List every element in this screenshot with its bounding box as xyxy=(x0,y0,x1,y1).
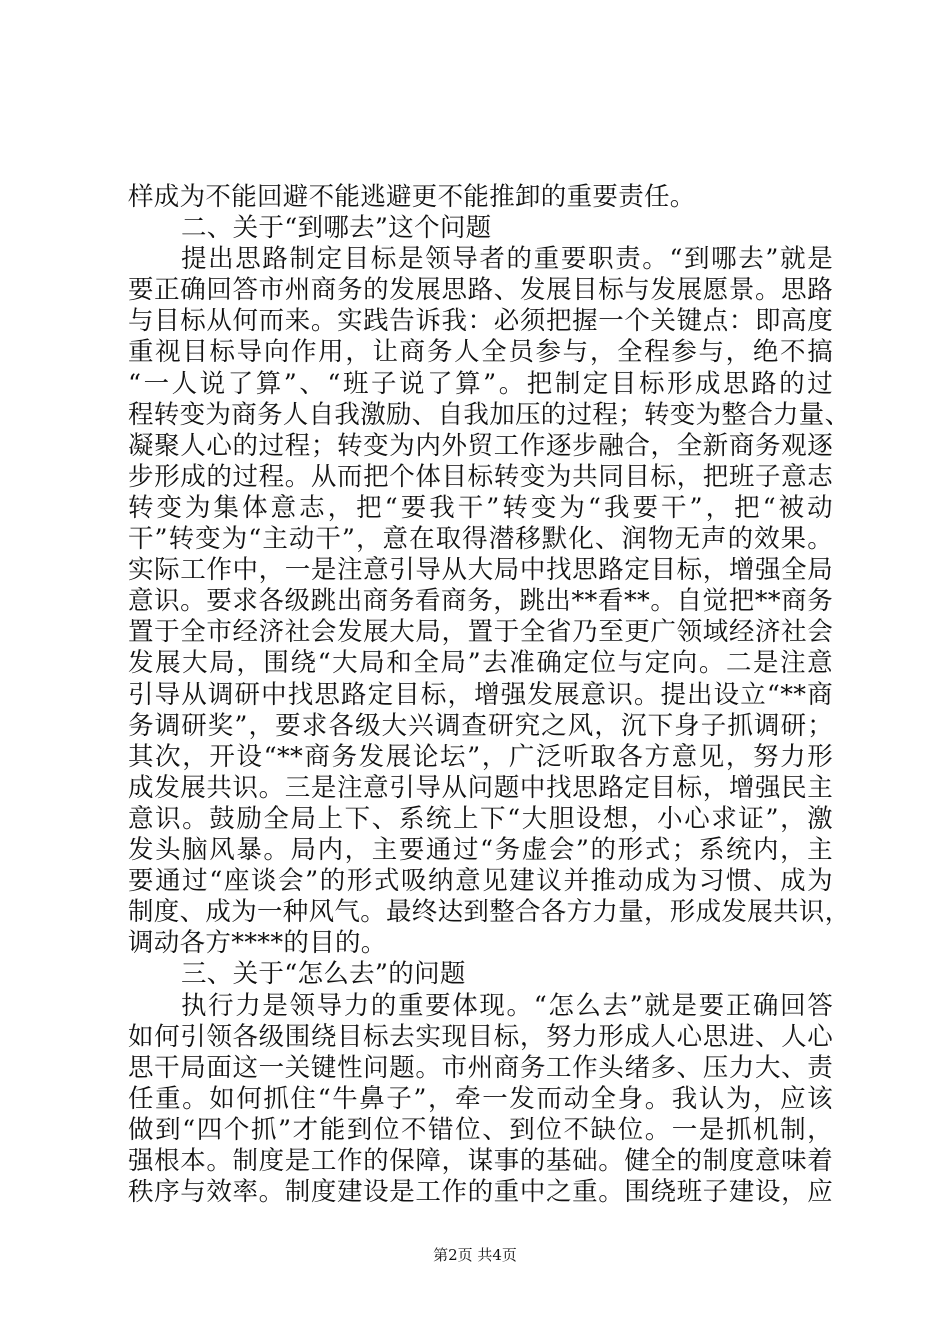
paragraph-line: 要正确回答市州商务的发展思路、发展目标与发展愿景。思路 xyxy=(128,275,833,305)
paragraph-line: 发展大局，围绕“大局和全局”去准确定位与定向。二是注意 xyxy=(128,648,833,678)
paragraph-line: 与目标从何而来。实践告诉我：必须把握一个关键点：即高度 xyxy=(128,306,833,336)
page-number-footer: 第2页 共4页 xyxy=(433,1246,517,1264)
paragraph-line: 任重。如何抓住“牛鼻子”，牵一发而动全身。我认为，应该 xyxy=(128,1084,833,1114)
paragraph-line: 程转变为商务人自我激励、自我加压的过程；转变为整合力量、 xyxy=(128,400,851,430)
section-heading: 三、关于“怎么去”的问题 xyxy=(181,959,466,989)
paragraph-line: 提出思路制定目标是领导者的重要职责。“到哪去”就是 xyxy=(181,244,833,274)
paragraph-line: 干”转变为“主动干”，意在取得潜移默化、润物无声的效果。 xyxy=(128,524,833,554)
paragraph-line: 做到“四个抓”才能到位不错位、到位不缺位。一是抓机制， xyxy=(128,1115,833,1145)
paragraph-line: 置于全市经济社会发展大局，置于全省乃至更广领域经济社会 xyxy=(128,617,833,647)
paragraph-line: 秩序与效率。制度建设是工作的重中之重。围绕班子建设，应 xyxy=(128,1177,833,1207)
paragraph-line: 步形成的过程。从而把个体目标转变为共同目标，把班子意志 xyxy=(128,462,833,492)
paragraph-line: 意识。要求各级跳出商务看商务，跳出**看**。自觉把**商务 xyxy=(128,586,833,616)
paragraph-line: 引导从调研中找思路定目标，增强发展意识。提出设立“**商 xyxy=(128,680,833,710)
paragraph-line: 发头脑风暴。局内，主要通过“务虚会”的形式；系统内，主 xyxy=(128,835,833,865)
section-heading: 二、关于“到哪去”这个问题 xyxy=(181,213,492,243)
paragraph-line: “一人说了算”、“班子说了算”。把制定目标形成思路的过 xyxy=(128,369,833,399)
paragraph-line: 执行力是领导力的重要体现。“怎么去”就是要正确回答 xyxy=(181,991,833,1021)
paragraph-line: 成发展共识。三是注意引导从问题中找思路定目标，增强民主 xyxy=(128,773,833,803)
paragraph-line: 其次，开设“**商务发展论坛”，广泛听取各方意见，努力形 xyxy=(128,742,833,772)
paragraph-line: 务调研奖”，要求各级大兴调查研究之风，沉下身子抓调研； xyxy=(128,711,833,741)
paragraph-line: 意识。鼓励全局上下、系统上下“大胆设想，小心求证”，激 xyxy=(128,804,833,834)
paragraph-line: 思干局面这一关键性问题。市州商务工作头绪多、压力大、责 xyxy=(128,1053,833,1083)
paragraph-line: 实际工作中，一是注意引导从大局中找思路定目标，增强全局 xyxy=(128,555,833,585)
paragraph-line: 凝聚人心的过程；转变为内外贸工作逐步融合，全新商务观逐 xyxy=(128,431,833,461)
paragraph-line: 如何引领各级围绕目标去实现目标，努力形成人心思进、人心 xyxy=(128,1022,833,1052)
paragraph-line: 要通过“座谈会”的形式吸纳意见建议并推动成为习惯、成为 xyxy=(128,866,833,896)
paragraph-line: 转变为集体意志，把“要我干”转变为“我要干”，把“被动 xyxy=(128,493,833,523)
paragraph-line: 调动各方****的目的。 xyxy=(128,928,387,958)
paragraph-line: 制度、成为一种风气。最终达到整合各方力量，形成发展共识， xyxy=(128,897,851,927)
paragraph-line: 强根本。制度是工作的保障，谋事的基础。健全的制度意味着 xyxy=(128,1146,833,1176)
paragraph-line: 重视目标导向作用，让商务人全员参与，全程参与，绝不搞 xyxy=(128,337,833,367)
paragraph-line: 样成为不能回避不能逃避更不能推卸的重要责任。 xyxy=(128,182,696,212)
